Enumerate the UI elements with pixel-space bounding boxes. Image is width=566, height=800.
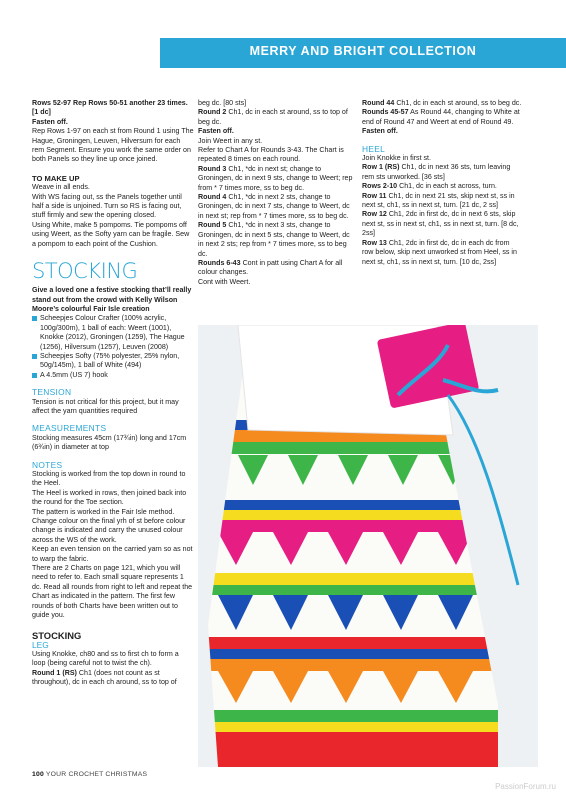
notes-heading: NOTES — [32, 459, 63, 470]
round-1: Round 1 (RS) Ch1 (does not count as st throughout), dc in each ch around, ss to top of — [32, 668, 177, 687]
round-3: Round 3 Ch1, *dc in next st; change to Groningen, dc in next 9 sts, change to Weert; rep from * 7 times more, ss to beg dc. — [198, 164, 353, 192]
row-11: Row 11 Ch1, dc in next 21 sts, skip next st, ss in next st, ch1, ss in next st, turn. [21 dc, 2 ss] — [362, 191, 515, 210]
stocking-illustration — [198, 325, 538, 767]
collection-banner — [160, 38, 566, 68]
leg-text: Using Knokke, ch80 and ss to first ch to form a loop (being careful not to twist the ch). — [32, 649, 179, 668]
column-3 — [362, 99, 522, 267]
round-44: Round 44 Ch1, dc in each st around, ss to beg dc. — [362, 99, 522, 107]
heel-join: Join Knokke in first st. — [362, 154, 431, 163]
stocking-photo — [198, 325, 538, 767]
make-up-heading: TO MAKE UP — [32, 173, 80, 183]
page-footer — [32, 771, 147, 778]
round-4: Round 4 Ch1, *dc in next 2 sts, change to Groningen, dc in next 7 sts, change to Weert, dc in next st; rep from * 7 times more, ss to beg dc. — [198, 193, 350, 220]
column-2 — [198, 99, 356, 287]
materials-list — [32, 314, 194, 380]
join-weert: Join Weert in any st. Refer to Chart A for Rounds 3-43. The Chart is repeated 8 times on each round. — [198, 136, 344, 164]
stocking-intro: Give a loved one a festive stocking that’ll really stand out from the crowd with Kelly Wilson Moore’s colourful Fair Isle creation — [32, 286, 192, 313]
rows-52-97: Rows 52-97 Rep Rows 50-51 another 23 times. [1 dc] — [32, 99, 188, 117]
round-5: Round 5 Ch1, *dc in next 3 sts, change to Groningen, dc in next 5 sts, change to Weert, dc in next 2 sts; rep from * 7 times more, ss to beg dc. — [198, 221, 350, 258]
row-13: Row 13 Ch1, 2dc in first dc, dc in each dc from row below, skip next unworked st from Heel, ss in next st, ch1, ss in next st, turn. [10 dc, 2ss] — [362, 238, 517, 266]
tension-heading: TENSION — [32, 387, 72, 398]
material-item: Scheepjes Colour Crafter (100% acrylic, 100g/300m), 1 ball of each: Weert (1001), Knokke (2012), Groningen (1259), The Hague (1256), Hilversum (1257), Leuven (2008) — [32, 314, 194, 352]
stocking-subheading: STOCKING — [32, 629, 82, 641]
leg-heading: LEG — [32, 639, 49, 650]
rows-2-10: Rows 2-10 Ch1, dc in each st across, turn. — [362, 182, 497, 191]
measurements-text: Stocking measures 45cm (17¾in) long and 17cm (6¾in) in diameter at top — [32, 433, 187, 452]
rounds-45-57: Rounds 45-57 As Round 44, changing to White at end of Round 47 and Weert at end of Round 49. — [362, 108, 520, 126]
beg-dc: beg dc. [80 sts] — [198, 99, 247, 107]
tension-text: Tension is not critical for this project, but it may affect the yarn quantities required — [32, 397, 179, 415]
rep-rows-text: Rep Rows 1-97 on each st from Round 1 using The Hague, Groningen, Leuven, Hilversum for each rem Segment. Ensure you work the same order on both Panels so they line up once joined. — [32, 127, 194, 164]
heel-heading: HEEL — [362, 143, 386, 154]
fasten-off: Fasten off. — [32, 117, 68, 126]
row-12: Row 12 Ch1, 2dc in first dc, dc in next 6 sts, skip next st, ss in next st, ch1, ss in next st, turn. [8 dc, 2ss] — [362, 210, 519, 238]
material-item: Scheepjes Softy (75% polyester, 25% nylon, 50g/145m), 1 ball of White (494) — [32, 352, 194, 371]
round-2: Round 2 Ch1, dc in each st around, ss to top of beg dc. — [198, 108, 348, 126]
fasten-off: Fasten off. — [362, 127, 398, 136]
page-number: 100 — [32, 771, 44, 778]
banner-title: MERRY AND BRIGHT COLLECTION — [249, 44, 477, 58]
measurements-heading: MEASUREMENTS — [32, 423, 107, 434]
column-1 — [32, 99, 194, 688]
make-up-text: Weave in all ends. With WS facing out, ss the Panels together until half a side is unjoined. Turn so RS is facing out, stuff firmly and sew the opening closed. Using White, make 5 pompoms. Tie pompoms off using Weert, as the Softy yarn can be fragile. Sew a pompom to each point of the Cushion. — [32, 183, 190, 248]
fasten-off: Fasten off. — [198, 127, 234, 136]
watermark: PassionForum.ru — [495, 782, 556, 791]
row-1: Row 1 (RS) Ch1, dc in next 36 sts, turn leaving rem sts unworked. [36 sts] — [362, 163, 511, 181]
magazine-title: YOUR CROCHET CHRISTMAS — [45, 771, 148, 778]
material-item: A 4.5mm (US 7) hook — [32, 371, 194, 380]
stocking-title: STOCKING — [32, 259, 138, 284]
rounds-6-43: Rounds 6-43 Cont in patt using Chart A for all colour changes. Cont with Weert. — [198, 258, 343, 286]
notes-text: Stocking is worked from the top down in round to the Heel. The Heel is worked in rows, then joined back into the round for the Toe section. The pattern is worked in the Fair Isle method. Change colour on the final yrh of st before colour change is indicated and carry the unused colour across the WS of the work. Keep an even tension on the carried yarn so as not to warp the fabric. There are 2 Charts on page 121, which you will need to refer to. Each small square represents 1 dc. Read all rounds from right to left and repeat the Chart as indicated in the pattern. The first few rounds of both Charts have been written out to guide you. — [32, 470, 193, 620]
